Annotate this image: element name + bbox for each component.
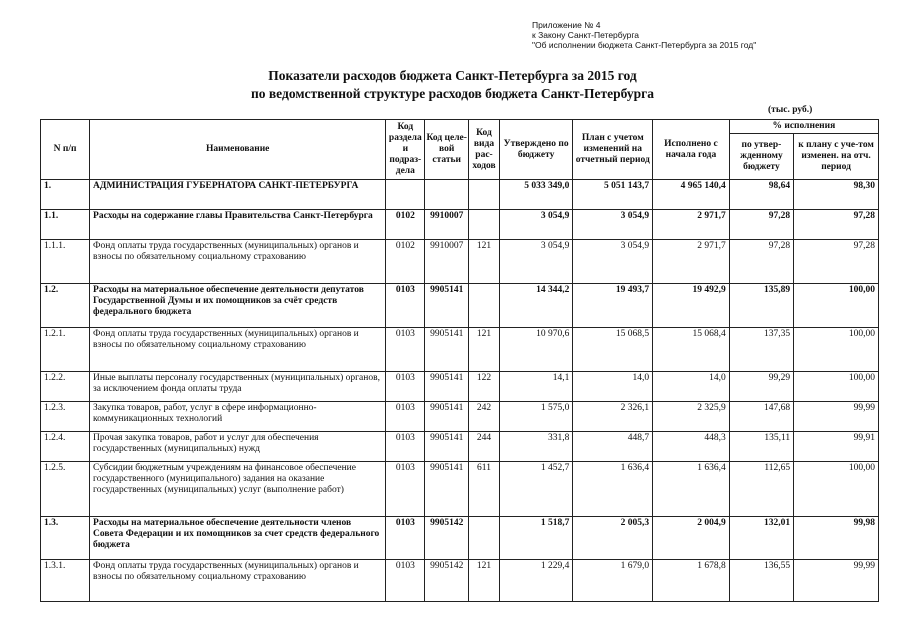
col-header-pct-plan: к плану с уче-том изменен. на отч. период xyxy=(794,134,879,180)
col-header-pct-approved: по утвер-жденному бюджету xyxy=(729,134,793,180)
row-target-code: 9910007 xyxy=(425,240,469,284)
row-pct-approved: 97,28 xyxy=(729,210,793,240)
row-plan: 19 493,7 xyxy=(573,284,653,328)
col-header-type: Код вида рас-ходов xyxy=(469,120,500,180)
row-approved: 3 054,9 xyxy=(499,240,573,284)
row-pct-plan: 100,00 xyxy=(794,284,879,328)
row-name: Расходы на материальное обеспечение деятельности депутатов Государственной Думы и их помощников за счёт средств федерального бюджета xyxy=(90,284,386,328)
row-approved: 5 033 349,0 xyxy=(499,180,573,210)
row-pct-approved: 136,55 xyxy=(729,560,793,602)
row-pct-plan: 99,99 xyxy=(794,560,879,602)
row-num: 1.1.1. xyxy=(41,240,90,284)
row-pct-approved: 99,29 xyxy=(729,372,793,402)
annex-line: к Закону Санкт-Петербурга xyxy=(532,30,639,40)
row-target-code: 9905141 xyxy=(425,462,469,517)
row-type-code: 611 xyxy=(469,462,500,517)
row-section-code: 0103 xyxy=(386,328,425,372)
row-num: 1.2.4. xyxy=(41,432,90,462)
col-header-num: N п/п xyxy=(41,120,90,180)
row-executed: 14,0 xyxy=(653,372,730,402)
row-num: 1.2.3. xyxy=(41,402,90,432)
row-plan: 1 679,0 xyxy=(573,560,653,602)
row-plan: 3 054,9 xyxy=(573,210,653,240)
row-plan: 3 054,9 xyxy=(573,240,653,284)
row-target-code: 9905141 xyxy=(425,372,469,402)
row-pct-plan: 99,91 xyxy=(794,432,879,462)
row-type-code: 121 xyxy=(469,328,500,372)
col-header-pct-group: % исполнения xyxy=(729,120,878,134)
table-row xyxy=(41,462,879,517)
col-header-section: Код раздела и подраз-дела xyxy=(386,120,425,180)
row-num: 1.2.5. xyxy=(41,462,90,517)
row-num: 1.2.2. xyxy=(41,372,90,402)
row-pct-plan: 100,00 xyxy=(794,462,879,517)
row-section-code: 0103 xyxy=(386,372,425,402)
row-executed: 15 068,4 xyxy=(653,328,730,372)
row-type-code xyxy=(469,517,500,560)
table-row xyxy=(41,560,879,602)
row-type-code xyxy=(469,284,500,328)
row-type-code xyxy=(469,210,500,240)
row-pct-plan: 100,00 xyxy=(794,372,879,402)
row-approved: 1 452,7 xyxy=(499,462,573,517)
row-name: Расходы на содержание главы Правительства Санкт-Петербурга xyxy=(90,210,386,240)
row-name: Фонд оплаты труда государственных (муниципальных) органов и взносы по обязательному социальному страхованию xyxy=(90,560,386,602)
row-plan: 2 005,3 xyxy=(573,517,653,560)
row-target-code xyxy=(425,180,469,210)
row-type-code: 121 xyxy=(469,560,500,602)
table-row xyxy=(41,180,879,210)
col-header-target: Код целе-вой статьи xyxy=(425,120,469,180)
table-row xyxy=(41,372,879,402)
row-name: Фонд оплаты труда государственных (муниципальных) органов и взносы по обязательному социальному страхованию xyxy=(90,328,386,372)
row-pct-approved: 98,64 xyxy=(729,180,793,210)
row-section-code: 0103 xyxy=(386,517,425,560)
table-row xyxy=(41,328,879,372)
col-header-plan: План с учетом изменений на отчетный период xyxy=(573,120,653,180)
row-num: 1.3.1. xyxy=(41,560,90,602)
row-section-code: 0102 xyxy=(386,210,425,240)
row-target-code: 9905141 xyxy=(425,402,469,432)
row-section-code: 0103 xyxy=(386,284,425,328)
row-approved: 10 970,6 xyxy=(499,328,573,372)
row-pct-plan: 99,99 xyxy=(794,402,879,432)
table-row xyxy=(41,240,879,284)
row-name: АДМИНИСТРАЦИЯ ГУБЕРНАТОРА САНКТ-ПЕТЕРБУРГА xyxy=(90,180,386,210)
row-section-code: 0103 xyxy=(386,462,425,517)
row-executed: 1 678,8 xyxy=(653,560,730,602)
table-row xyxy=(41,402,879,432)
row-executed: 1 636,4 xyxy=(653,462,730,517)
row-pct-plan: 99,98 xyxy=(794,517,879,560)
row-section-code: 0103 xyxy=(386,560,425,602)
row-plan: 2 326,1 xyxy=(573,402,653,432)
col-header-approved: Утверждено по бюджету xyxy=(499,120,573,180)
row-pct-approved: 97,28 xyxy=(729,240,793,284)
row-plan: 14,0 xyxy=(573,372,653,402)
row-approved: 14,1 xyxy=(499,372,573,402)
row-num: 1.1. xyxy=(41,210,90,240)
row-name: Субсидии бюджетным учреждениям на финансовое обеспечение государственного (муниципального) задания на оказание государственных (муниципальных) услуг (выполнение работ) xyxy=(90,462,386,517)
row-pct-plan: 97,28 xyxy=(794,240,879,284)
row-pct-plan: 98,30 xyxy=(794,180,879,210)
row-num: 1.2.1. xyxy=(41,328,90,372)
row-name: Иные выплаты персоналу государственных (муниципальных) органов, за исключением фонда оплаты труда xyxy=(90,372,386,402)
row-section-code: 0102 xyxy=(386,240,425,284)
annex-line: Приложение № 4 xyxy=(532,20,601,30)
row-pct-approved: 135,89 xyxy=(729,284,793,328)
row-executed: 2 971,7 xyxy=(653,240,730,284)
row-name: Расходы на материальное обеспечение деятельности членов Совета Федерации и их помощников за счет средств федерального бюджета xyxy=(90,517,386,560)
row-name: Прочая закупка товаров, работ и услуг для обеспечения государственных (муниципальных) нужд xyxy=(90,432,386,462)
row-target-code: 9905141 xyxy=(425,328,469,372)
row-name: Фонд оплаты труда государственных (муниципальных) органов и взносы по обязательному социальному страхованию xyxy=(90,240,386,284)
row-executed: 19 492,9 xyxy=(653,284,730,328)
table-row xyxy=(41,432,879,462)
col-header-name: Наименование xyxy=(90,120,386,180)
budget-table xyxy=(40,119,879,602)
row-target-code: 9905141 xyxy=(425,432,469,462)
row-approved: 1 575,0 xyxy=(499,402,573,432)
row-section-code: 0103 xyxy=(386,432,425,462)
row-executed: 2 971,7 xyxy=(653,210,730,240)
document-title: Показатели расходов бюджета Санкт-Петербурга за 2015 год xyxy=(268,68,637,83)
table-row xyxy=(41,517,879,560)
row-pct-approved: 132,01 xyxy=(729,517,793,560)
document-subtitle: по ведомственной структуре расходов бюджета Санкт-Петербурга xyxy=(250,86,655,101)
row-target-code: 9905142 xyxy=(425,560,469,602)
row-plan: 448,7 xyxy=(573,432,653,462)
row-type-code: 121 xyxy=(469,240,500,284)
annex-reference xyxy=(532,20,756,50)
row-type-code xyxy=(469,180,500,210)
table-row xyxy=(41,210,879,240)
row-plan: 5 051 143,7 xyxy=(573,180,653,210)
row-approved: 1 229,4 xyxy=(499,560,573,602)
row-num: 1.3. xyxy=(41,517,90,560)
row-num: 1. xyxy=(41,180,90,210)
row-pct-approved: 147,68 xyxy=(729,402,793,432)
row-pct-plan: 100,00 xyxy=(794,328,879,372)
row-type-code: 242 xyxy=(469,402,500,432)
row-executed: 2 004,9 xyxy=(653,517,730,560)
units-label: (тыс. руб.) xyxy=(768,105,813,115)
row-approved: 3 054,9 xyxy=(499,210,573,240)
row-pct-approved: 112,65 xyxy=(729,462,793,517)
row-target-code: 9905142 xyxy=(425,517,469,560)
row-approved: 331,8 xyxy=(499,432,573,462)
table-row xyxy=(41,284,879,328)
row-plan: 15 068,5 xyxy=(573,328,653,372)
row-executed: 2 325,9 xyxy=(653,402,730,432)
row-pct-approved: 137,35 xyxy=(729,328,793,372)
annex-line: "Об исполнении бюджета Санкт-Петербурга за 2015 год" xyxy=(532,40,757,50)
row-pct-plan: 97,28 xyxy=(794,210,879,240)
row-section-code xyxy=(386,180,425,210)
row-type-code: 244 xyxy=(469,432,500,462)
row-approved: 1 518,7 xyxy=(499,517,573,560)
row-num: 1.2. xyxy=(41,284,90,328)
row-plan: 1 636,4 xyxy=(573,462,653,517)
row-executed: 448,3 xyxy=(653,432,730,462)
row-pct-approved: 135,11 xyxy=(729,432,793,462)
row-type-code: 122 xyxy=(469,372,500,402)
row-section-code: 0103 xyxy=(386,402,425,432)
row-executed: 4 965 140,4 xyxy=(653,180,730,210)
row-target-code: 9905141 xyxy=(425,284,469,328)
col-header-executed: Исполнено с начала года xyxy=(653,120,730,180)
row-target-code: 9910007 xyxy=(425,210,469,240)
row-approved: 14 344,2 xyxy=(499,284,573,328)
row-name: Закупка товаров, работ, услуг в сфере информационно-коммуникационных технологий xyxy=(90,402,386,432)
